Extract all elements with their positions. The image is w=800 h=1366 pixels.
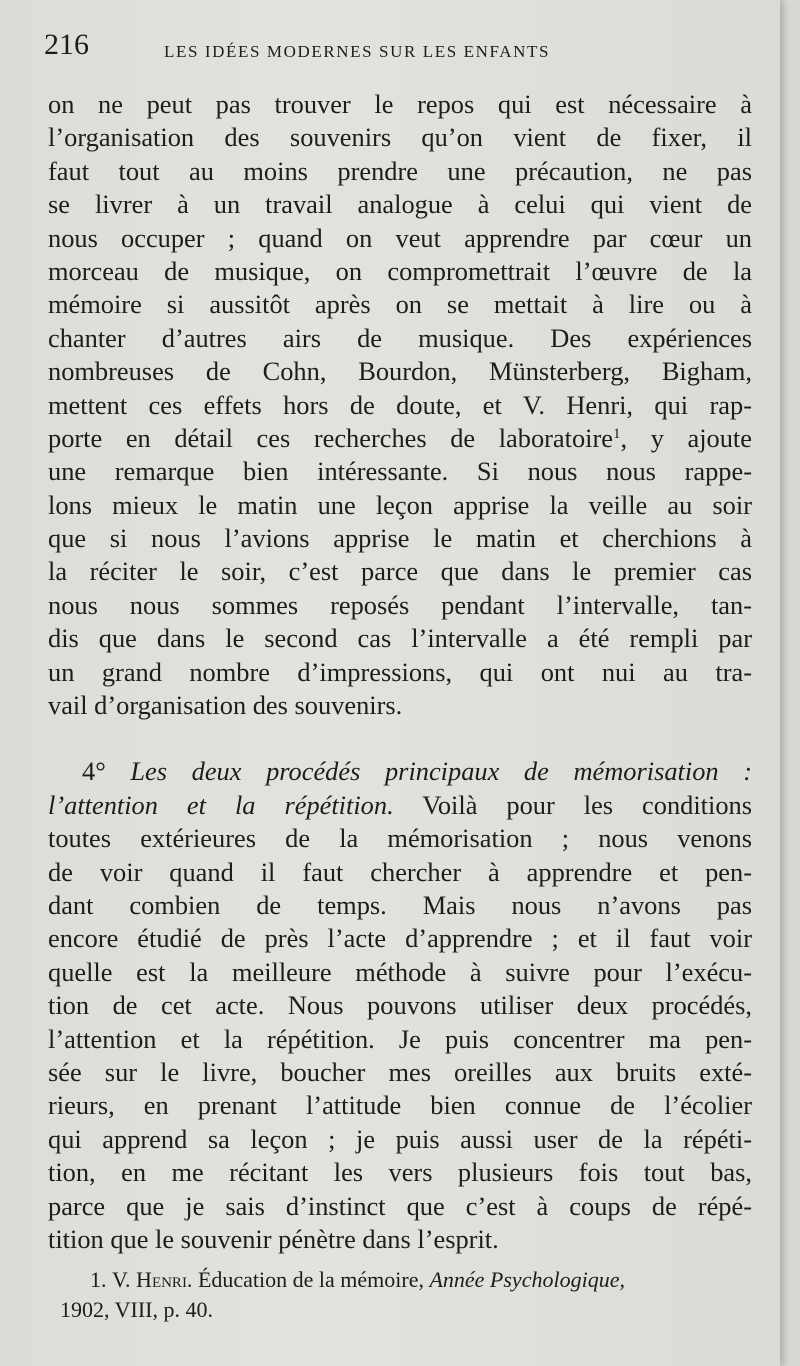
- text-line: toutes extérieures de la mémorisation ; nous venons: [48, 823, 752, 854]
- footnote: [60, 1265, 760, 1325]
- footnote-title: Éducation de la mémoire,: [197, 1267, 424, 1292]
- text-line: mettent ces effets hors de doute, et V. Henri, qui rap-: [48, 389, 752, 420]
- footnote-journal: Année Psychologique,: [429, 1267, 625, 1292]
- text-line: lons mieux le matin une leçon apprise la veille au soir: [48, 489, 752, 520]
- text-line: nous nous sommes reposés pendant l’intervalle, tan-: [48, 589, 752, 620]
- text-line: se livrer à un travail analogue à celui qui vient de: [48, 189, 752, 220]
- text-line-with-footnote: [48, 422, 752, 455]
- section-heading-line: [48, 789, 752, 822]
- text-line: encore étudié de près l’acte d’apprendre ; et il faut voir: [48, 923, 752, 954]
- footnote-number: 1.: [90, 1267, 107, 1292]
- text-fragment: porte en détail ces recherches de laboratoire: [48, 422, 614, 453]
- text-line: l’organisation des souvenirs qu’on vient de fixer, il: [48, 122, 752, 153]
- text-line: quelle est la meilleure méthode à suivre pour l’exécu-: [48, 956, 752, 987]
- section-heading: Les deux procédés principaux de mémorisation :: [130, 756, 752, 787]
- footnote-line: [60, 1265, 760, 1295]
- text-line: la réciter le soir, c’est parce que dans le premier cas: [48, 556, 752, 587]
- text-fragment: Voilà pour les conditions: [422, 789, 753, 820]
- text-line: sée sur le livre, boucher mes oreilles aux bruits exté-: [48, 1056, 752, 1087]
- text-line: rieurs, en prenant l’attitude bien connue de l’écolier: [48, 1090, 752, 1121]
- text-line: une remarque bien intéressante. Si nous nous rappe-: [48, 456, 752, 487]
- text-line: tition que le souvenir pénètre dans l’esprit.: [48, 1223, 499, 1254]
- text-line: on ne peut pas trouver le repos qui est nécessaire à: [48, 89, 752, 119]
- text-line: tion de cet acte. Nous pouvons utiliser deux procédés,: [48, 990, 752, 1021]
- footnote-marker: 1: [613, 425, 621, 442]
- text-line: dis que dans le second cas l’intervalle a été rempli par: [48, 623, 752, 654]
- section-number: 4°: [82, 756, 106, 787]
- text-line: tion, en me récitant les vers plusieurs fois tout bas,: [48, 1157, 752, 1188]
- text-line: vail d’organisation des souvenirs.: [48, 690, 403, 721]
- body-text: [48, 88, 752, 1256]
- footnote-author: V. Henri.: [112, 1267, 193, 1292]
- text-line: qui apprend sa leçon ; je puis aussi user de la répéti-: [48, 1123, 752, 1154]
- text-line: dant combien de temps. Mais nous n’avons pas: [48, 889, 752, 920]
- text-line: faut tout au moins prendre une précaution, ne pas: [48, 155, 752, 186]
- text-line: nombreuses de Cohn, Bourdon, Münsterberg, Bigham,: [48, 356, 752, 387]
- text-line: morceau de musique, on compromettrait l’œuvre de la: [48, 255, 752, 286]
- section-heading-line: [48, 755, 752, 788]
- footnote-line: 1902, VIII, p. 40.: [60, 1297, 213, 1322]
- text-line: que si nous l’avions apprise le matin et cherchions à: [48, 523, 752, 554]
- text-line: de voir quand il faut chercher à apprendre et pen-: [48, 856, 752, 887]
- text-line: l’attention et la répétition. Je puis concentrer ma pen-: [48, 1023, 752, 1054]
- section-heading-continued: l’attention et la répétition.: [48, 789, 394, 820]
- paragraph-gap: [48, 722, 752, 755]
- text-line: nous occuper ; quand on veut apprendre par cœur un: [48, 222, 752, 253]
- running-title: LES IDÉES MODERNES SUR LES ENFANTS: [164, 42, 551, 61]
- page-header: [44, 28, 744, 68]
- text-line: parce que je sais d’instinct que c’est à coups de répé-: [48, 1190, 752, 1221]
- text-line: chanter d’autres airs de musique. Des expériences: [48, 322, 752, 353]
- text-line: mémoire si aussitôt après on se mettait à lire ou à: [48, 289, 752, 320]
- text-fragment: , y ajoute: [620, 422, 752, 453]
- page-number: 216: [44, 28, 89, 61]
- text-line: un grand nombre d’impressions, qui ont nui au tra-: [48, 656, 752, 687]
